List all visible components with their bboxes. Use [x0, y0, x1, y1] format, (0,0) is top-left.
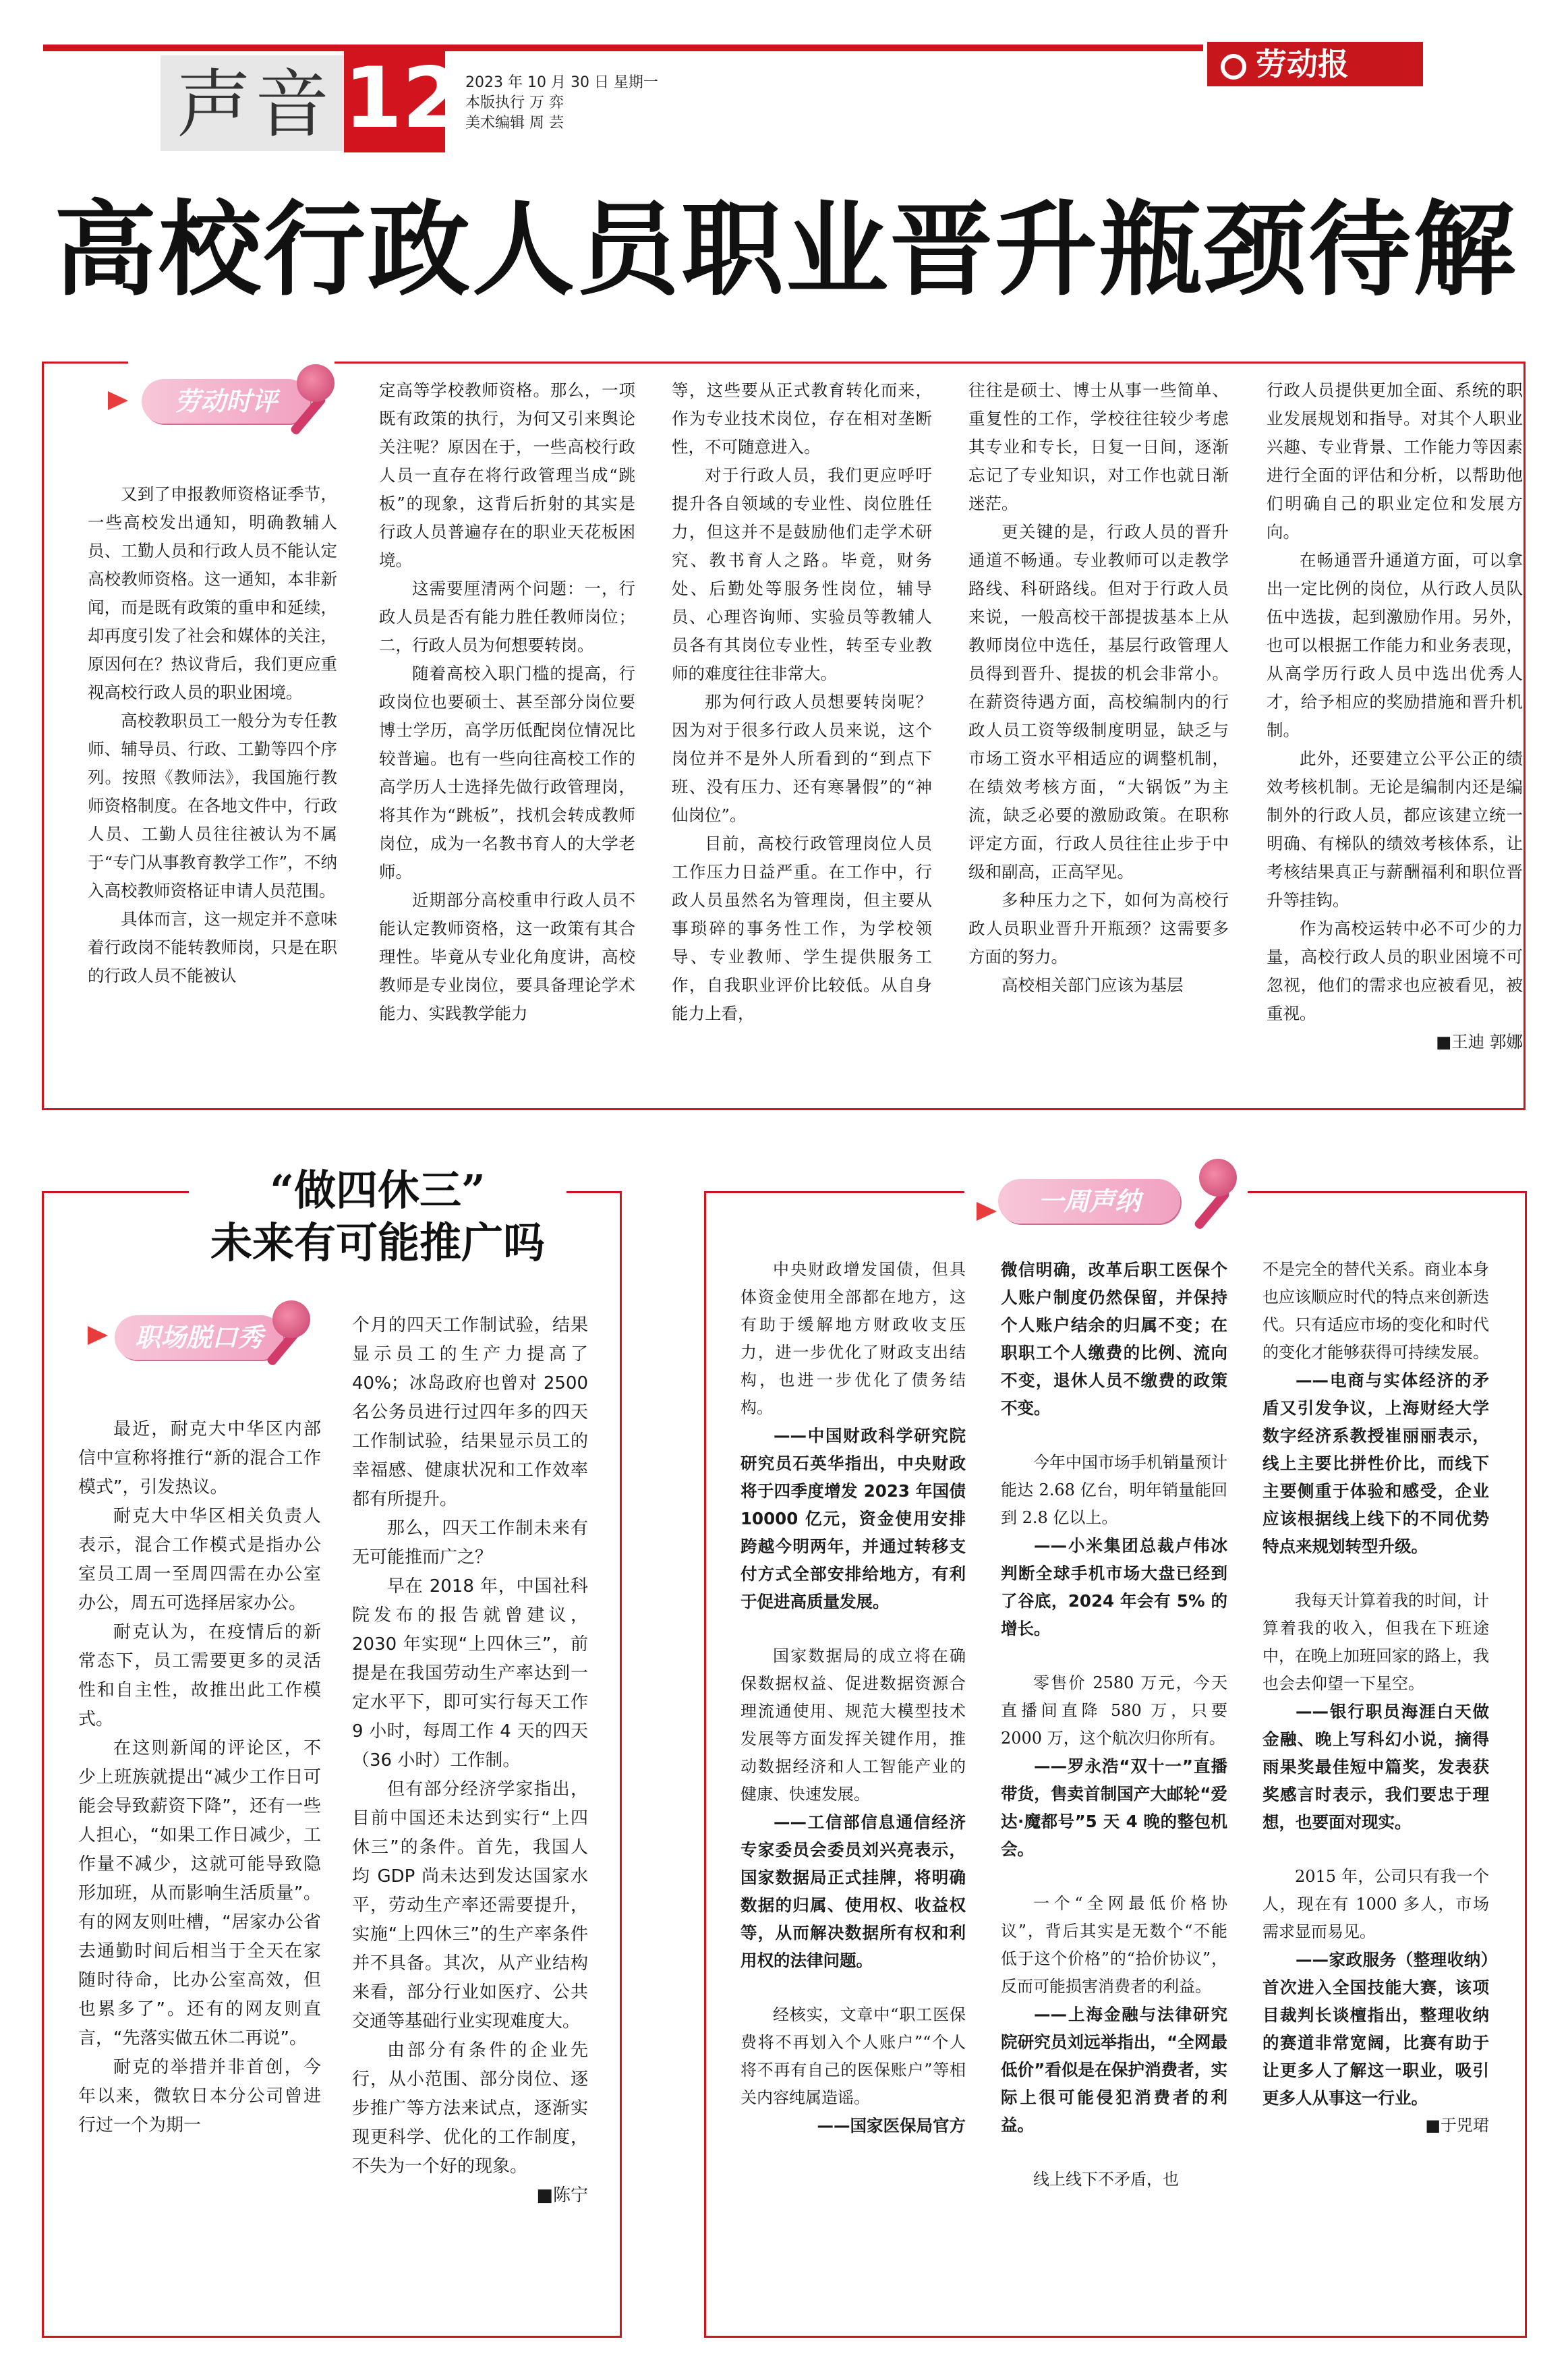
paragraph: 具体而言，这一规定并不意味着行政岗不能转教师岗，只是在职的行政人员不能被认: [88, 909, 337, 985]
article2-title-line1: “做四休三”: [270, 1166, 486, 1215]
paper-plane-icon: [977, 1202, 997, 1221]
issue-date: 2023 年 10 月 30 日 星期一: [465, 74, 658, 91]
paragraph: 耐克的举措并非首创，今年以来，微软日本分公司曾进行过一个为期一: [78, 2057, 321, 2135]
quote-source: ——家政服务（整理收纳）首次进入全国技能大赛，该项目裁判长谈檀指出，整理收纳的赛道非常宽阔，比赛有助于让更多人了解这一职业，吸引更多人从事这一行业。: [1262, 1950, 1489, 2108]
article1-badge: 劳动时评: [142, 379, 310, 424]
article1-col2: [379, 376, 635, 1028]
paragraph: 那么，四天工作制未来有无可能推而广之？: [352, 1518, 588, 1568]
article3-col2: [1001, 1256, 1227, 2193]
paragraph: 作为高校运转中必不可少的力量，高校行政人员的职业困境不可忽视，他们的需求也应被看见，被重视。: [1267, 919, 1523, 1023]
issue-editor: 本版执行 万 弈: [465, 94, 564, 111]
issue-art-editor: 美术编辑 周 芸: [465, 115, 564, 132]
quote: 一个“全网最低价格协议”，背后其实是无数个“不能低于这个价格”的“拾价协议”，反而可能损害消费者的利益。: [1001, 1894, 1227, 1996]
page-number: 12: [344, 45, 445, 152]
paragraph: 耐克认为，在疫情后的新常态下，员工需要更多的灵活性和自主性，故推出此工作模式。: [78, 1622, 321, 1729]
article2-badge: 职场脱口秀: [115, 1315, 283, 1360]
header-rule: [43, 45, 1203, 51]
main-headline: 高校行政人员职业晋升瓶颈待解: [54, 189, 1517, 310]
paragraph: 最近，耐克大中华区内部信中宣称将推行“新的混合工作模式”，引发热议。: [78, 1419, 321, 1497]
paragraph: 近期部分高校重申行政人员不能认定教师资格，这一政策有其合理性。毕竟从专业化角度讲，高校教师是专业岗位，要具备理论学术能力、实践教学能力: [379, 890, 635, 1023]
article3-byline: ■于兕珺: [1425, 2116, 1489, 2135]
paragraph: 定高等学校教师资格。那么，一项既有政策的执行，为何又引来舆论关注呢？原因在于，一些高校行政人员一直存在将行政管理当成“跳板”的现象，这背后折射的其实是行政人员普遍存在的职业天花板困境。: [379, 380, 635, 570]
article1-byline: ■王迪 郭娜: [1436, 1032, 1523, 1052]
article1-col4: [968, 376, 1229, 1000]
paragraph: 在畅通晋升通道方面，可以拿出一定比例的岗位，从行政人员队伍中选拔，起到激励作用。另外，也可以根据工作能力和业务表现，从高学历行政人员中选出优秀人才，给予相应的奖励措施和晋升机制。: [1267, 550, 1523, 740]
microphone-icon: [297, 364, 335, 402]
quote-source: ——上海金融与法律研究院研究员刘远举指出，“全网最低价”看似是在保护消费者，实际上很可能侵犯消费者的利益。: [1001, 2005, 1227, 2135]
logo-text: 劳动报: [1256, 46, 1349, 82]
paragraph: 那为何行政人员想要转岗呢？因为对于很多行政人员来说，这个岗位并不是外人所看到的“到点下班、没有压力、还有寒暑假”的“神仙岗位”。: [672, 692, 932, 825]
quote: 线上线下不矛盾，也: [1033, 2170, 1179, 2189]
paragraph: 往往是硕士、博士从事一些简单、重复性的工作，学校往往较少考虑其专业和专长，日复一日间，逐渐忘记了专业知识，对工作也就日渐迷茫。: [968, 380, 1229, 513]
microphone-icon: [1199, 1159, 1237, 1197]
article1-col3: [672, 376, 932, 1028]
paragraph: 更关键的是，行政人员的晋升通道不畅通。专业教师可以走教学路线、科研路线。但对于行政人员来说，一般高校干部提拔基本上从教师岗位中选任，基层行政管理人员得到晋升、提拔的机会非常小。在薪资待遇方面，高校编制内的行政人员工资等级制度明显，缺乏与市场工资水平相适应的调整机制，在绩效考核方面，“大锅饭”为主流，缺乏必要的激励政策。在职称评定方面，行政人员往往止步于中级和副高，正高罕见。: [968, 522, 1229, 882]
issue-meta: [465, 73, 658, 134]
quote: 零售价 2580 万元，今天直播间直降 580 万，只要 2000 万，这个航次归你所有。: [1001, 1673, 1227, 1748]
microphone-icon: [272, 1300, 310, 1338]
paragraph: 等，这些要从正式教育转化而来，作为专业技术岗位，存在相对垄断性，不可随意进入。: [672, 380, 932, 457]
article1-col1: [88, 480, 337, 990]
quote-source: ——国家医保局官方: [817, 2116, 966, 2135]
paragraph: 目前，高校行政管理岗位人员工作压力日益严重。在工作中，行政人员虽然名为管理岗，但主要从事琐碎的事务性工作，为学校领导、专业教师、学生提供服务工作，自我职业评价比较低。从自身能力上看，: [672, 834, 932, 1023]
paper-plane-icon: [88, 1326, 108, 1345]
paragraph: 在这则新闻的评论区，不少上班族就提出“减少工作日可能会导致薪资下降”，还有一些人担心，“如果工作日减少，工作量不减少，这就可能导致隐形加班，从而影响生活质量”。有的网友则吐槽，“居家办公省去通勤时间后相当于全天在家随时待命，比办公室高效，但也累多了”。还有的网友则直言，“先落实做五休二再说”。: [78, 1738, 321, 2048]
article2-col2: [352, 1311, 588, 2210]
quote-source: ——银行职员海涯白天做金融、晚上写科幻小说，摘得雨果奖最佳短中篇奖，发表获奖感言时表示，我们要忠于理想，也要面对现实。: [1262, 1702, 1489, 1832]
logo-icon: [1221, 54, 1246, 80]
article2-byline: ■陈宁: [536, 2185, 588, 2206]
quote: 2015 年，公司只有我一个人，现在有 1000 多人，市场需求显而易见。: [1262, 1867, 1489, 1941]
quote: 中央财政增发国债，但具体资金使用全部都在地方，这有助于缓解地方财政收支压力，进一步优化了财政支出结构，也进一步优化了债务结构。: [741, 1260, 966, 1417]
paragraph: 又到了申报教师资格证季节，一些高校发出通知，明确教辅人员、工勤人员和行政人员不能认定高校教师资格。这一通知，本非新闻，而是既有政策的重申和延续，却再度引发了社会和媒体的关注，原因何在？热议背后，我们更应重视高校行政人员的职业困境。: [88, 484, 337, 702]
quote-source: ——电商与实体经济的矛盾又引发争议，上海财经大学数字经济系教授崔丽丽表示，线上主要比拼性价比，而线下主要侧重于体验和感受，企业应该根据线上线下的不同优势特点来规划转型升级。: [1262, 1371, 1489, 1556]
paragraph: 行政人员提供更加全面、系统的职业发展规划和指导。对其个人职业兴趣、专业背景、工作能力等因素进行全面的评估和分析，以帮助他们明确自己的职业定位和发展方向。: [1267, 380, 1523, 542]
article3-badge: 一周声纳: [998, 1179, 1180, 1224]
quote-source: ——罗永浩“双十一”直播带货，售卖首制国产大邮轮“爱达·魔都号”5 天 4 晚的整包机会。: [1001, 1756, 1227, 1859]
paragraph: 耐克大中华区相关负责人表示，混合工作模式是指办公室员工周一至周四需在办公室办公，周五可选择居家办公。: [78, 1506, 321, 1613]
article3-col3: [1262, 1256, 1489, 2139]
paragraph: 但有部分经济学家指出，目前中国还未达到实行“上四休三”的条件。首先，我国人均 GDP 尚未达到发达国家水平，劳动生产率还需要提升，实施“上四休三”的生产率条件并不具备。其次，从产业结构来看，部分行业如医疗、公共交通等基础行业实现难度大。: [352, 1779, 588, 2032]
quote: 我每天计算着我的时间，计算着我的收入，但我在下班途中，在晚上加班回家的路上，我也会去仰望一下星空。: [1262, 1591, 1489, 1693]
paragraph: 多种压力之下，如何为高校行政人员职业晋升开瓶颈？这需要多方面的努力。: [968, 890, 1229, 967]
quote: 经核实，文章中“职工医保费将不再划入个人账户”“个人将不再有自己的医保账户”等相关内容纯属造谣。: [741, 2005, 966, 2107]
quote-source: 微信明确，改革后职工医保个人账户制度仍然保留，并保持个人账户结余的归属不变；在职职工个人缴费的比例、流向不变，退休人员不缴费的政策不变。: [1001, 1260, 1227, 1418]
quote: 不是完全的替代关系。商业本身也应该顺应时代的特点来创新迭代。只有适应市场的变化和时代的变化才能够获得可持续发展。: [1262, 1260, 1489, 1362]
paragraph: 高校相关部门应该为基层: [1001, 975, 1184, 995]
paragraph: 对于行政人员，我们更应呼吁提升各自领域的专业性、岗位胜任力，但这并不是鼓励他们走学术研究、教书育人之路。毕竟，财务处、后勤处等服务性岗位，辅导员、心理咨询师、实验员等教辅人员各有其岗位专业性，转至专业教师的难度往往非常大。: [672, 465, 932, 683]
paper-plane-icon: [108, 391, 128, 410]
quote: 国家数据局的成立将在确保数据权益、促进数据资源合理流通使用、规范大模型技术发展等方面发挥关键作用，推动数据经济和人工智能产业的健康、快速发展。: [741, 1646, 966, 1804]
quote-source: ——中国财政科学研究院研究员石英华指出，中央财政将于四季度增发 2023 年国债 10000 亿元，资金使用安排跨越今明两年，并通过转移支付方式全部安排给地方，有利于促进高质量发展。: [741, 1426, 966, 1611]
paragraph: 这需要厘清两个问题：一，行政人员是否有能力胜任教师岗位；二，行政人员为何想要转岗。: [379, 579, 635, 655]
article2-col1: [78, 1415, 321, 2140]
quote: 今年中国市场手机销量预计能达 2.68 亿台，明年销量能回到 2.8 亿以上。: [1001, 1453, 1227, 1527]
article3-col1: [741, 1256, 966, 2139]
paragraph: 高校教职员工一般分为专任教师、辅导员、行政、工勤等四个序列。按照《教师法》，我国施行教师资格制度。在各地文件中，行政人员、工勤人员往往被认为不属于“专门从事教育教学工作”，不纳入高校教师资格证申请人员范围。: [88, 711, 337, 900]
paragraph: 个月的四天工作制试验，结果显示员工的生产力提高了 40%；冰岛政府也曾对 2500 名公务员进行过四年多的四天工作制试验，结果显示员工的幸福感、健康状况和工作效率都有所提升。: [352, 1315, 588, 1510]
quote-source: ——工信部信息通信经济专家委员会委员刘兴亮表示，国家数据局正式挂牌，将明确数据的归属、使用权、收益权等，从而解决数据所有权和利用权的法律问题。: [741, 1812, 966, 1970]
paragraph: 此外，还要建立公平公正的绩效考核机制。无论是编制内还是编制外的行政人员，都应该建立统一明确、有梯队的绩效考核体系，让考核结果真正与薪酬福利和职位晋升等挂钩。: [1267, 749, 1523, 910]
paragraph: 早在 2018 年，中国社科院发布的报告就曾建议，2030 年实现“上四休三”，前提是在我国劳动生产率达到一定水平下，即可实行每天工作 9 小时，每周工作 4 天的四天（36 小时）工作制。: [352, 1576, 588, 1771]
section-name: 声音: [177, 61, 333, 148]
article2-title-line2: 未来有可能推广吗: [210, 1218, 545, 1267]
newspaper-logo: [1207, 42, 1423, 86]
paragraph: 由部分有条件的企业先行，从小范围、部分岗位、逐步推广等方法来试点，逐渐实现更科学、优化的工作制度，不失为一个好的现象。: [352, 2040, 588, 2177]
quote-source: ——小米集团总裁卢伟冰判断全球手机市场大盘已经到了谷底，2024 年会有 5% 的增长。: [1001, 1536, 1227, 1638]
article2-title: [135, 1164, 620, 1269]
paragraph: 随着高校入职门槛的提高，行政岗位也要硕士、甚至部分岗位要博士学历，高学历低配岗位情况比较普遍。也有一些向往高校工作的高学历人士选择先做行政管理岗，将其作为“跳板”，找机会转成教师岗位，成为一名教书育人的大学老师。: [379, 664, 635, 882]
article1-col5: [1267, 376, 1523, 1056]
